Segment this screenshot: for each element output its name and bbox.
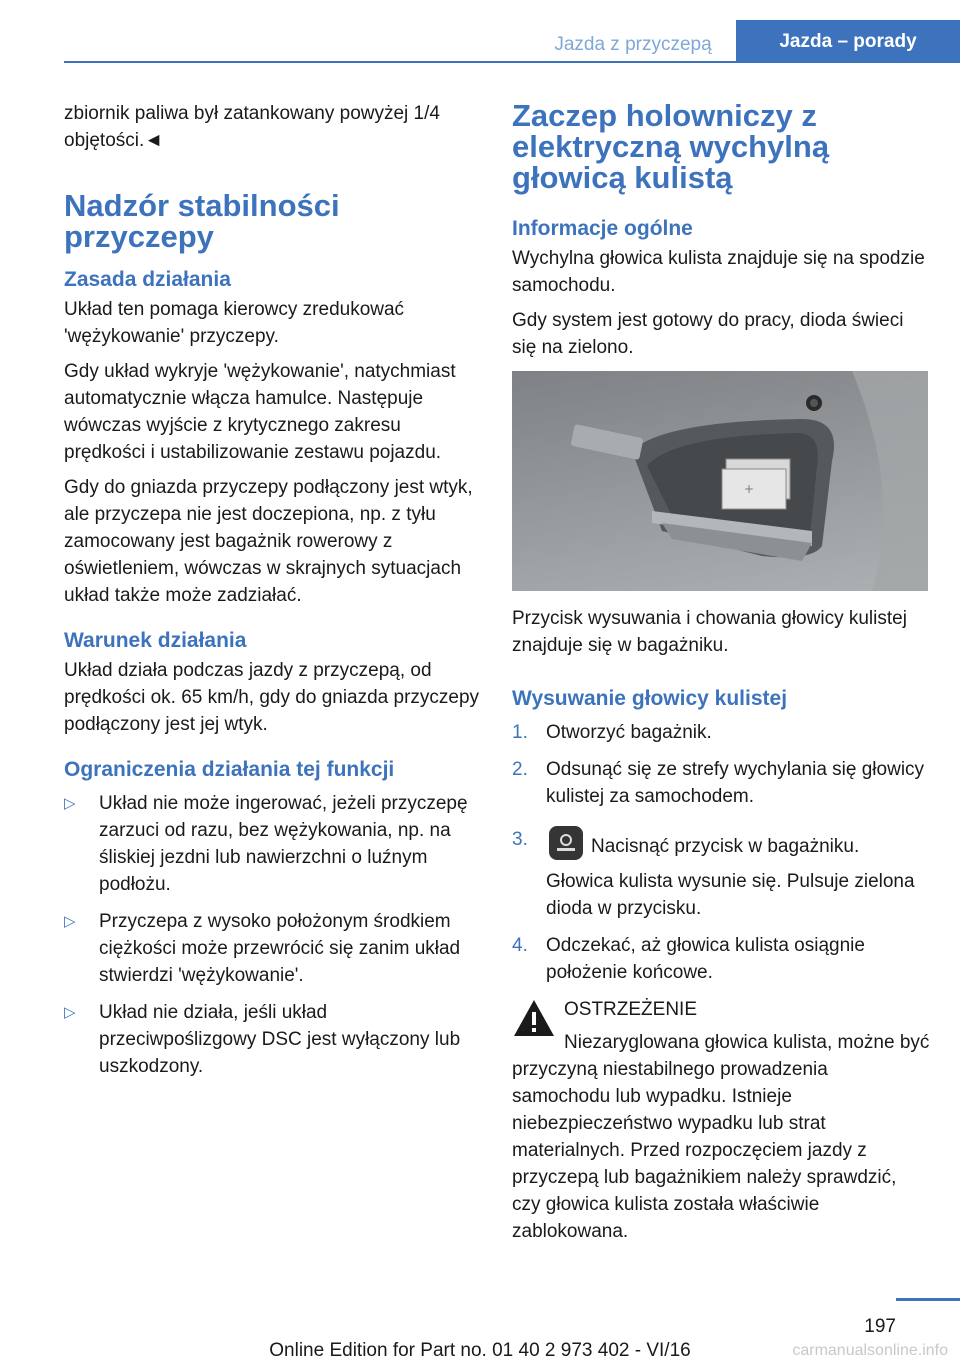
- general-paragraph-2: Gdy system jest gotowy do pracy, dioda świeci się na zielono.: [512, 310, 904, 358]
- list-item: 3. Nacisnąć przycisk w bagażniku. Głowica kulista wysunie się. Pulsuje zielona dioda w przycisku.: [512, 826, 930, 922]
- list-item: ▷ Układ nie działa, jeśli układ przeciwpoślizgowy DSC jest wyłączony lub uszkodzony.: [64, 999, 482, 1080]
- intro-text: zbiornik paliwa był zatankowany powyżej 1/4 objętości.◄: [64, 103, 440, 151]
- triangle-bullet-icon: ▷: [64, 1004, 76, 1021]
- list-item: 4. Odczekać, aż głowica kulista osiągnie położenie końcowe.: [512, 935, 865, 983]
- list-item: ▷ Przyczepa z wysoko położonym środkiem ciężkości może przewrócić się zanim układ stwierdzi 'wężykowanie'.: [64, 908, 482, 989]
- warning-box: [512, 996, 930, 1245]
- heading-condition: Warunek działania: [64, 629, 247, 652]
- section-title-stability: Nadzór stabilności przyczepy: [64, 188, 340, 254]
- right-column: [512, 100, 930, 1245]
- section-tab-active[interactable]: Jazda – porady: [736, 20, 960, 62]
- warning-triangle-icon: [512, 998, 556, 1038]
- limitations-list: [64, 790, 482, 1080]
- extend-steps-list: [512, 719, 930, 986]
- triangle-bullet-icon: ▷: [64, 795, 76, 812]
- warning-text: Niezaryglowana głowica kulista, możne być przyczyną niestabilnego prowadzenia samochodu lub wypadku. Istnieje niebezpieczeństwo wypadku lub strat materialnych. Przed rozpoczęciem jazdy z przyczepą lub bagażnikiem należy sprawdzić, czy głowica kulista została właściwie zablokowana.: [512, 1032, 930, 1242]
- step-note: Głowica kulista wysunie się. Pulsuje zielona dioda w przycisku.: [546, 871, 915, 919]
- page-number: 197: [864, 1316, 896, 1337]
- chapter-tab[interactable]: Jazda z przyczepą: [554, 34, 712, 55]
- list-item: 1. Otworzyć bagażnik.: [512, 722, 712, 743]
- heading-extend-ball: Wysuwanie głowicy kulistej: [512, 687, 788, 710]
- principle-paragraph-2: Gdy układ wykryje 'wężykowanie', natychmiast automatycznie włącza hamulce. Następuje wówczas wyjście z krytycznego zakresu prędkości i ustabilizowanie zestawu pojazdu.: [64, 361, 456, 463]
- tow-hitch-button-icon: [549, 826, 583, 860]
- svg-text:+: +: [744, 482, 755, 496]
- online-edition-note: Online Edition for Part no. 01 40 2 973 402 - VI/16: [269, 1340, 691, 1361]
- principle-paragraph-1: Układ ten pomaga kierowcy zredukować 'wężykowanie' przyczepy.: [64, 299, 405, 347]
- header-divider: [64, 61, 960, 63]
- warning-title: OSTRZEŻENIE: [564, 999, 698, 1020]
- general-paragraph-1: Wychylna głowica kulista znajduje się na spodzie samochodu.: [512, 248, 925, 296]
- condition-paragraph: Układ działa podczas jazdy z przyczepą, od prędkości ok. 65 km/h, gdy do gniazda przyczepy podłączony jest jej wtyk.: [64, 660, 480, 735]
- triangle-bullet-icon: ▷: [64, 913, 76, 930]
- principle-paragraph-3: Gdy do gniazda przyczepy podłączony jest wtyk, ale przyczepa nie jest doczepiona, np. z tyłu zamocowany jest bagażnik rowerowy z oświetleniem, wówczas w skrajnych sytuacjach układ także może zadziałać.: [64, 477, 473, 606]
- heading-general-info: Informacje ogólne: [512, 217, 693, 240]
- trunk-button-photo: [512, 371, 928, 591]
- heading-principle: Zasada działania: [64, 268, 231, 291]
- left-column: [64, 100, 482, 1090]
- photo-caption: Przycisk wysuwania i chowania głowicy kulistej znajduje się w bagażniku.: [512, 608, 907, 656]
- heading-limitations: Ograniczenia działania tej funkcji: [64, 758, 395, 781]
- footer-divider: [896, 1298, 960, 1301]
- list-item: ▷ Układ nie może ingerować, jeżeli przyczepę zarzuci od razu, bez wężykowania, np. na śliskiej jezdni lub nawierzchni o luźnym podłożu.: [64, 790, 482, 898]
- watermark: carmanualsonline.info: [792, 1342, 948, 1359]
- page-header: [0, 0, 960, 64]
- section-title-tow-hitch: Zaczep holowniczy z elektryczną wychylną głowicą kulistą: [512, 98, 830, 195]
- list-item: 2. Odsunąć się ze strefy wychylania się głowicy kulistej za samochodem.: [512, 759, 925, 807]
